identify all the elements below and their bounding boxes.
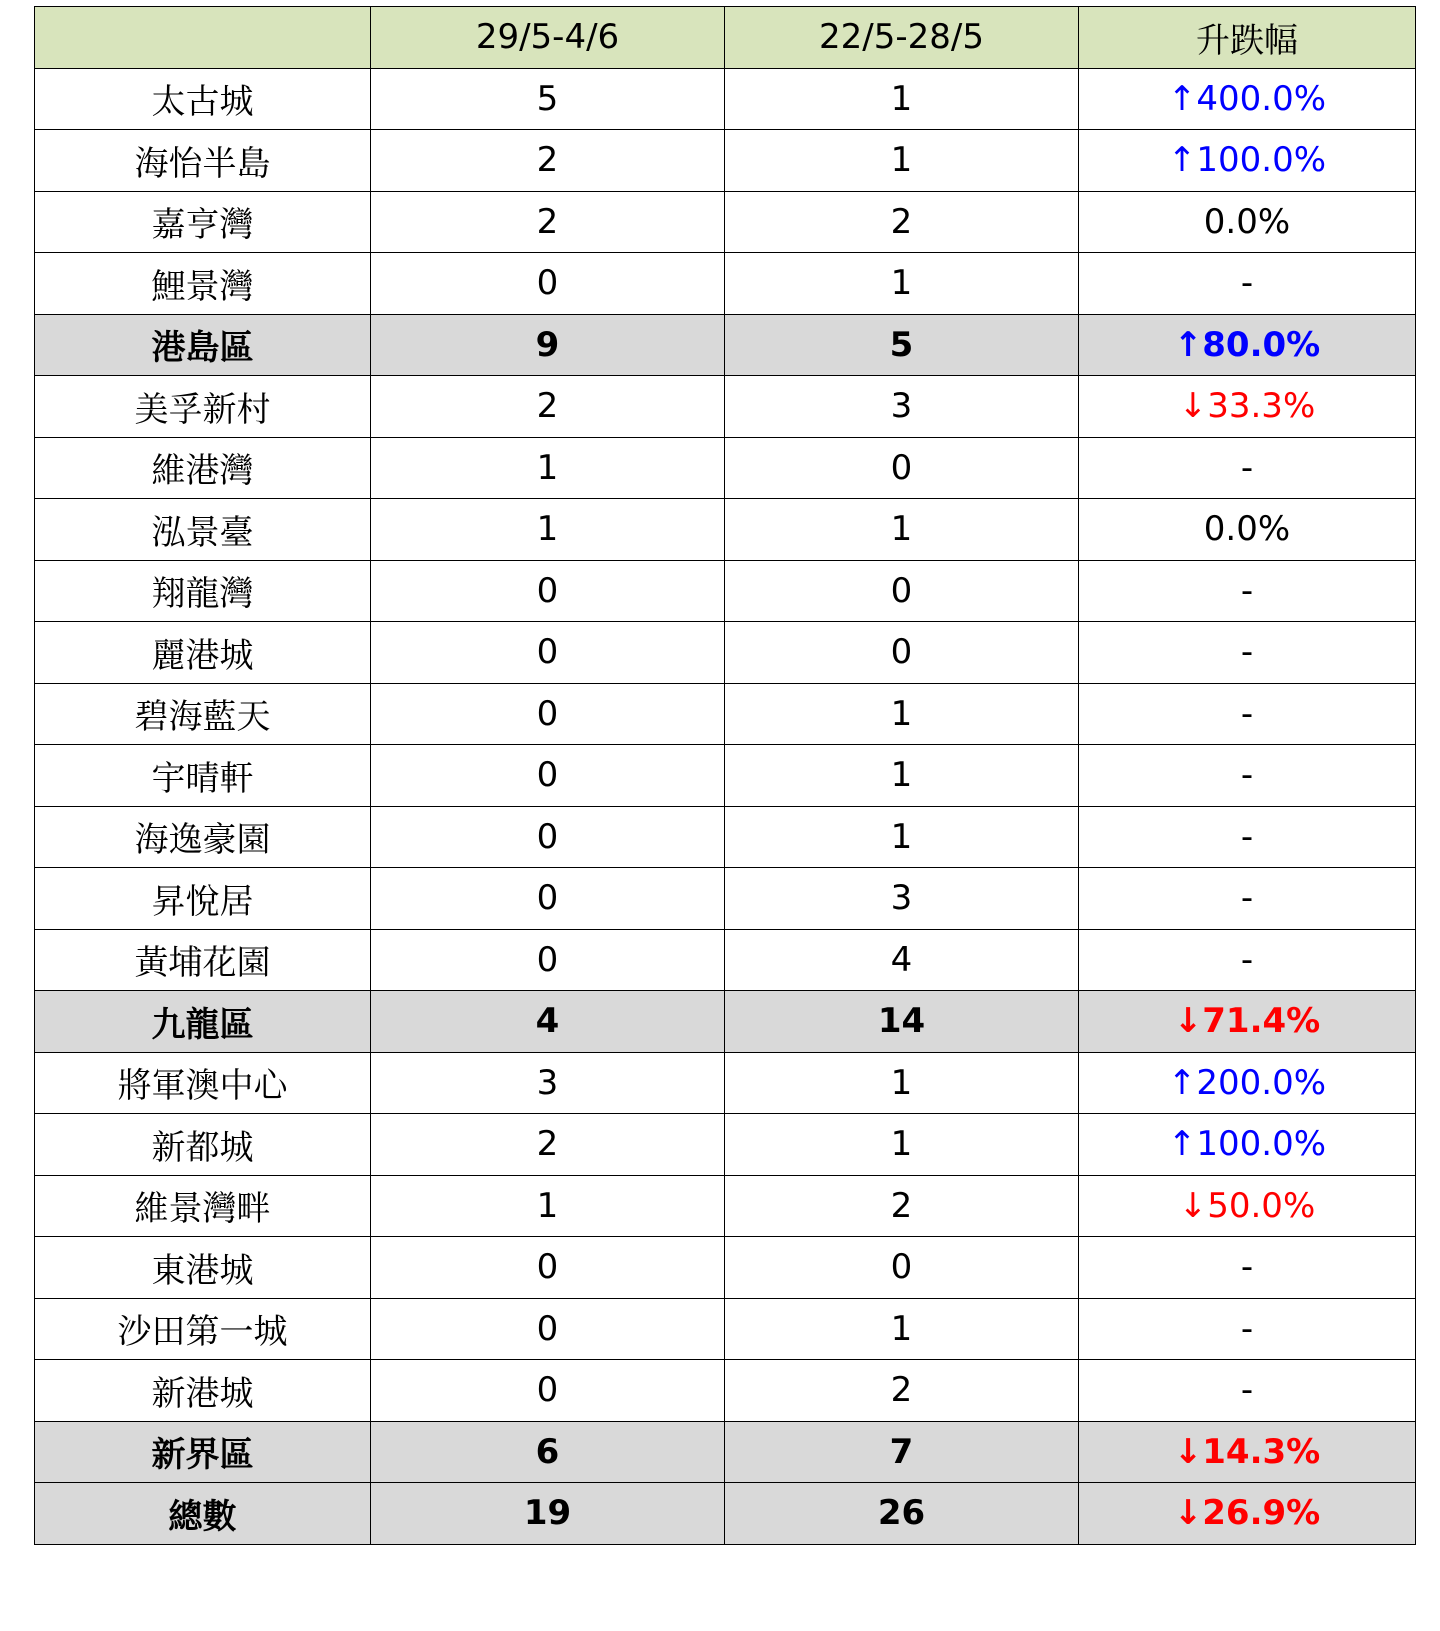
- header-previous-week: 22/5-28/5: [725, 7, 1079, 69]
- change-cell: -: [1079, 437, 1416, 499]
- previous-week-cell: 26: [725, 1483, 1079, 1545]
- current-week-cell: 0: [371, 1360, 725, 1422]
- change-cell: ↑200.0%: [1079, 1052, 1416, 1114]
- current-week-cell: 0: [371, 929, 725, 991]
- table-row: [35, 560, 1416, 622]
- previous-week-cell: 1: [725, 683, 1079, 745]
- estate-name-cell: 沙田第一城: [35, 1298, 371, 1360]
- current-week-cell: 0: [371, 868, 725, 930]
- change-cell: 0.0%: [1079, 499, 1416, 561]
- change-cell: -: [1079, 745, 1416, 807]
- change-cell: ↓14.3%: [1079, 1421, 1416, 1483]
- estate-name-cell: 嘉亨灣: [35, 191, 371, 253]
- current-week-cell: 1: [371, 1175, 725, 1237]
- estate-name-cell: 碧海藍天: [35, 683, 371, 745]
- change-cell: -: [1079, 253, 1416, 315]
- subtotal-row: [35, 314, 1416, 376]
- previous-week-cell: 1: [725, 1114, 1079, 1176]
- estate-name-cell: 美孚新村: [35, 376, 371, 438]
- previous-week-cell: 0: [725, 622, 1079, 684]
- estate-name-cell: 維景灣畔: [35, 1175, 371, 1237]
- previous-week-cell: 14: [725, 991, 1079, 1053]
- previous-week-cell: 1: [725, 499, 1079, 561]
- current-week-cell: 2: [371, 376, 725, 438]
- estate-name-cell: 維港灣: [35, 437, 371, 499]
- change-cell: -: [1079, 1298, 1416, 1360]
- header-change: 升跌幅: [1079, 7, 1416, 69]
- previous-week-cell: 1: [725, 1298, 1079, 1360]
- table-row: [35, 1237, 1416, 1299]
- table-row: [35, 376, 1416, 438]
- previous-week-cell: 1: [725, 806, 1079, 868]
- table-row: [35, 68, 1416, 130]
- previous-week-cell: 7: [725, 1421, 1079, 1483]
- subtotal-row: [35, 991, 1416, 1053]
- estate-transactions-table: [34, 6, 1416, 1545]
- change-cell: ↑100.0%: [1079, 130, 1416, 192]
- current-week-cell: 6: [371, 1421, 725, 1483]
- current-week-cell: 2: [371, 1114, 725, 1176]
- table-row: [35, 253, 1416, 315]
- subtotal-row: [35, 1421, 1416, 1483]
- current-week-cell: 3: [371, 1052, 725, 1114]
- estate-name-cell: 黃埔花園: [35, 929, 371, 991]
- table-row: [35, 929, 1416, 991]
- estate-name-cell: 新界區: [35, 1421, 371, 1483]
- estate-name-cell: 港島區: [35, 314, 371, 376]
- table-row: [35, 1175, 1416, 1237]
- change-cell: ↑100.0%: [1079, 1114, 1416, 1176]
- previous-week-cell: 3: [725, 868, 1079, 930]
- previous-week-cell: 1: [725, 745, 1079, 807]
- table-row: [35, 191, 1416, 253]
- previous-week-cell: 2: [725, 191, 1079, 253]
- estate-name-cell: 昇悅居: [35, 868, 371, 930]
- current-week-cell: 0: [371, 253, 725, 315]
- previous-week-cell: 0: [725, 560, 1079, 622]
- previous-week-cell: 2: [725, 1360, 1079, 1422]
- current-week-cell: 0: [371, 745, 725, 807]
- estate-name-cell: 海逸豪園: [35, 806, 371, 868]
- current-week-cell: 0: [371, 622, 725, 684]
- previous-week-cell: 0: [725, 437, 1079, 499]
- subtotal-row: [35, 1483, 1416, 1545]
- current-week-cell: 4: [371, 991, 725, 1053]
- change-cell: 0.0%: [1079, 191, 1416, 253]
- table-row: [35, 1298, 1416, 1360]
- table-row: [35, 1052, 1416, 1114]
- estate-name-cell: 將軍澳中心: [35, 1052, 371, 1114]
- change-cell: -: [1079, 868, 1416, 930]
- current-week-cell: 2: [371, 130, 725, 192]
- change-cell: ↓33.3%: [1079, 376, 1416, 438]
- current-week-cell: 1: [371, 499, 725, 561]
- table-row: [35, 130, 1416, 192]
- current-week-cell: 0: [371, 806, 725, 868]
- table-row: [35, 499, 1416, 561]
- current-week-cell: 19: [371, 1483, 725, 1545]
- previous-week-cell: 1: [725, 68, 1079, 130]
- previous-week-cell: 3: [725, 376, 1079, 438]
- estate-name-cell: 太古城: [35, 68, 371, 130]
- current-week-cell: 1: [371, 437, 725, 499]
- current-week-cell: 0: [371, 1298, 725, 1360]
- current-week-cell: 0: [371, 1237, 725, 1299]
- estate-name-cell: 東港城: [35, 1237, 371, 1299]
- current-week-cell: 2: [371, 191, 725, 253]
- estate-name-cell: 麗港城: [35, 622, 371, 684]
- table-row: [35, 745, 1416, 807]
- current-week-cell: 9: [371, 314, 725, 376]
- change-cell: -: [1079, 1237, 1416, 1299]
- current-week-cell: 0: [371, 560, 725, 622]
- change-cell: -: [1079, 683, 1416, 745]
- header-estate: [35, 7, 371, 69]
- change-cell: -: [1079, 622, 1416, 684]
- estate-name-cell: 翔龍灣: [35, 560, 371, 622]
- previous-week-cell: 5: [725, 314, 1079, 376]
- change-cell: ↓71.4%: [1079, 991, 1416, 1053]
- change-cell: -: [1079, 929, 1416, 991]
- estate-name-cell: 鯉景灣: [35, 253, 371, 315]
- table-row: [35, 868, 1416, 930]
- change-cell: ↑400.0%: [1079, 68, 1416, 130]
- header-current-week: 29/5-4/6: [371, 7, 725, 69]
- current-week-cell: 0: [371, 683, 725, 745]
- change-cell: -: [1079, 806, 1416, 868]
- previous-week-cell: 0: [725, 1237, 1079, 1299]
- estate-name-cell: 新都城: [35, 1114, 371, 1176]
- table-row: [35, 806, 1416, 868]
- estate-name-cell: 總數: [35, 1483, 371, 1545]
- change-cell: ↓50.0%: [1079, 1175, 1416, 1237]
- previous-week-cell: 4: [725, 929, 1079, 991]
- table-row: [35, 683, 1416, 745]
- previous-week-cell: 2: [725, 1175, 1079, 1237]
- estate-name-cell: 泓景臺: [35, 499, 371, 561]
- change-cell: ↑80.0%: [1079, 314, 1416, 376]
- change-cell: -: [1079, 1360, 1416, 1422]
- previous-week-cell: 1: [725, 1052, 1079, 1114]
- table-row: [35, 1114, 1416, 1176]
- estate-name-cell: 海怡半島: [35, 130, 371, 192]
- header-row: [35, 7, 1416, 69]
- change-cell: ↓26.9%: [1079, 1483, 1416, 1545]
- previous-week-cell: 1: [725, 253, 1079, 315]
- change-cell: -: [1079, 560, 1416, 622]
- estate-name-cell: 九龍區: [35, 991, 371, 1053]
- table-row: [35, 1360, 1416, 1422]
- estate-name-cell: 宇晴軒: [35, 745, 371, 807]
- table-row: [35, 622, 1416, 684]
- previous-week-cell: 1: [725, 130, 1079, 192]
- table-row: [35, 437, 1416, 499]
- estate-name-cell: 新港城: [35, 1360, 371, 1422]
- current-week-cell: 5: [371, 68, 725, 130]
